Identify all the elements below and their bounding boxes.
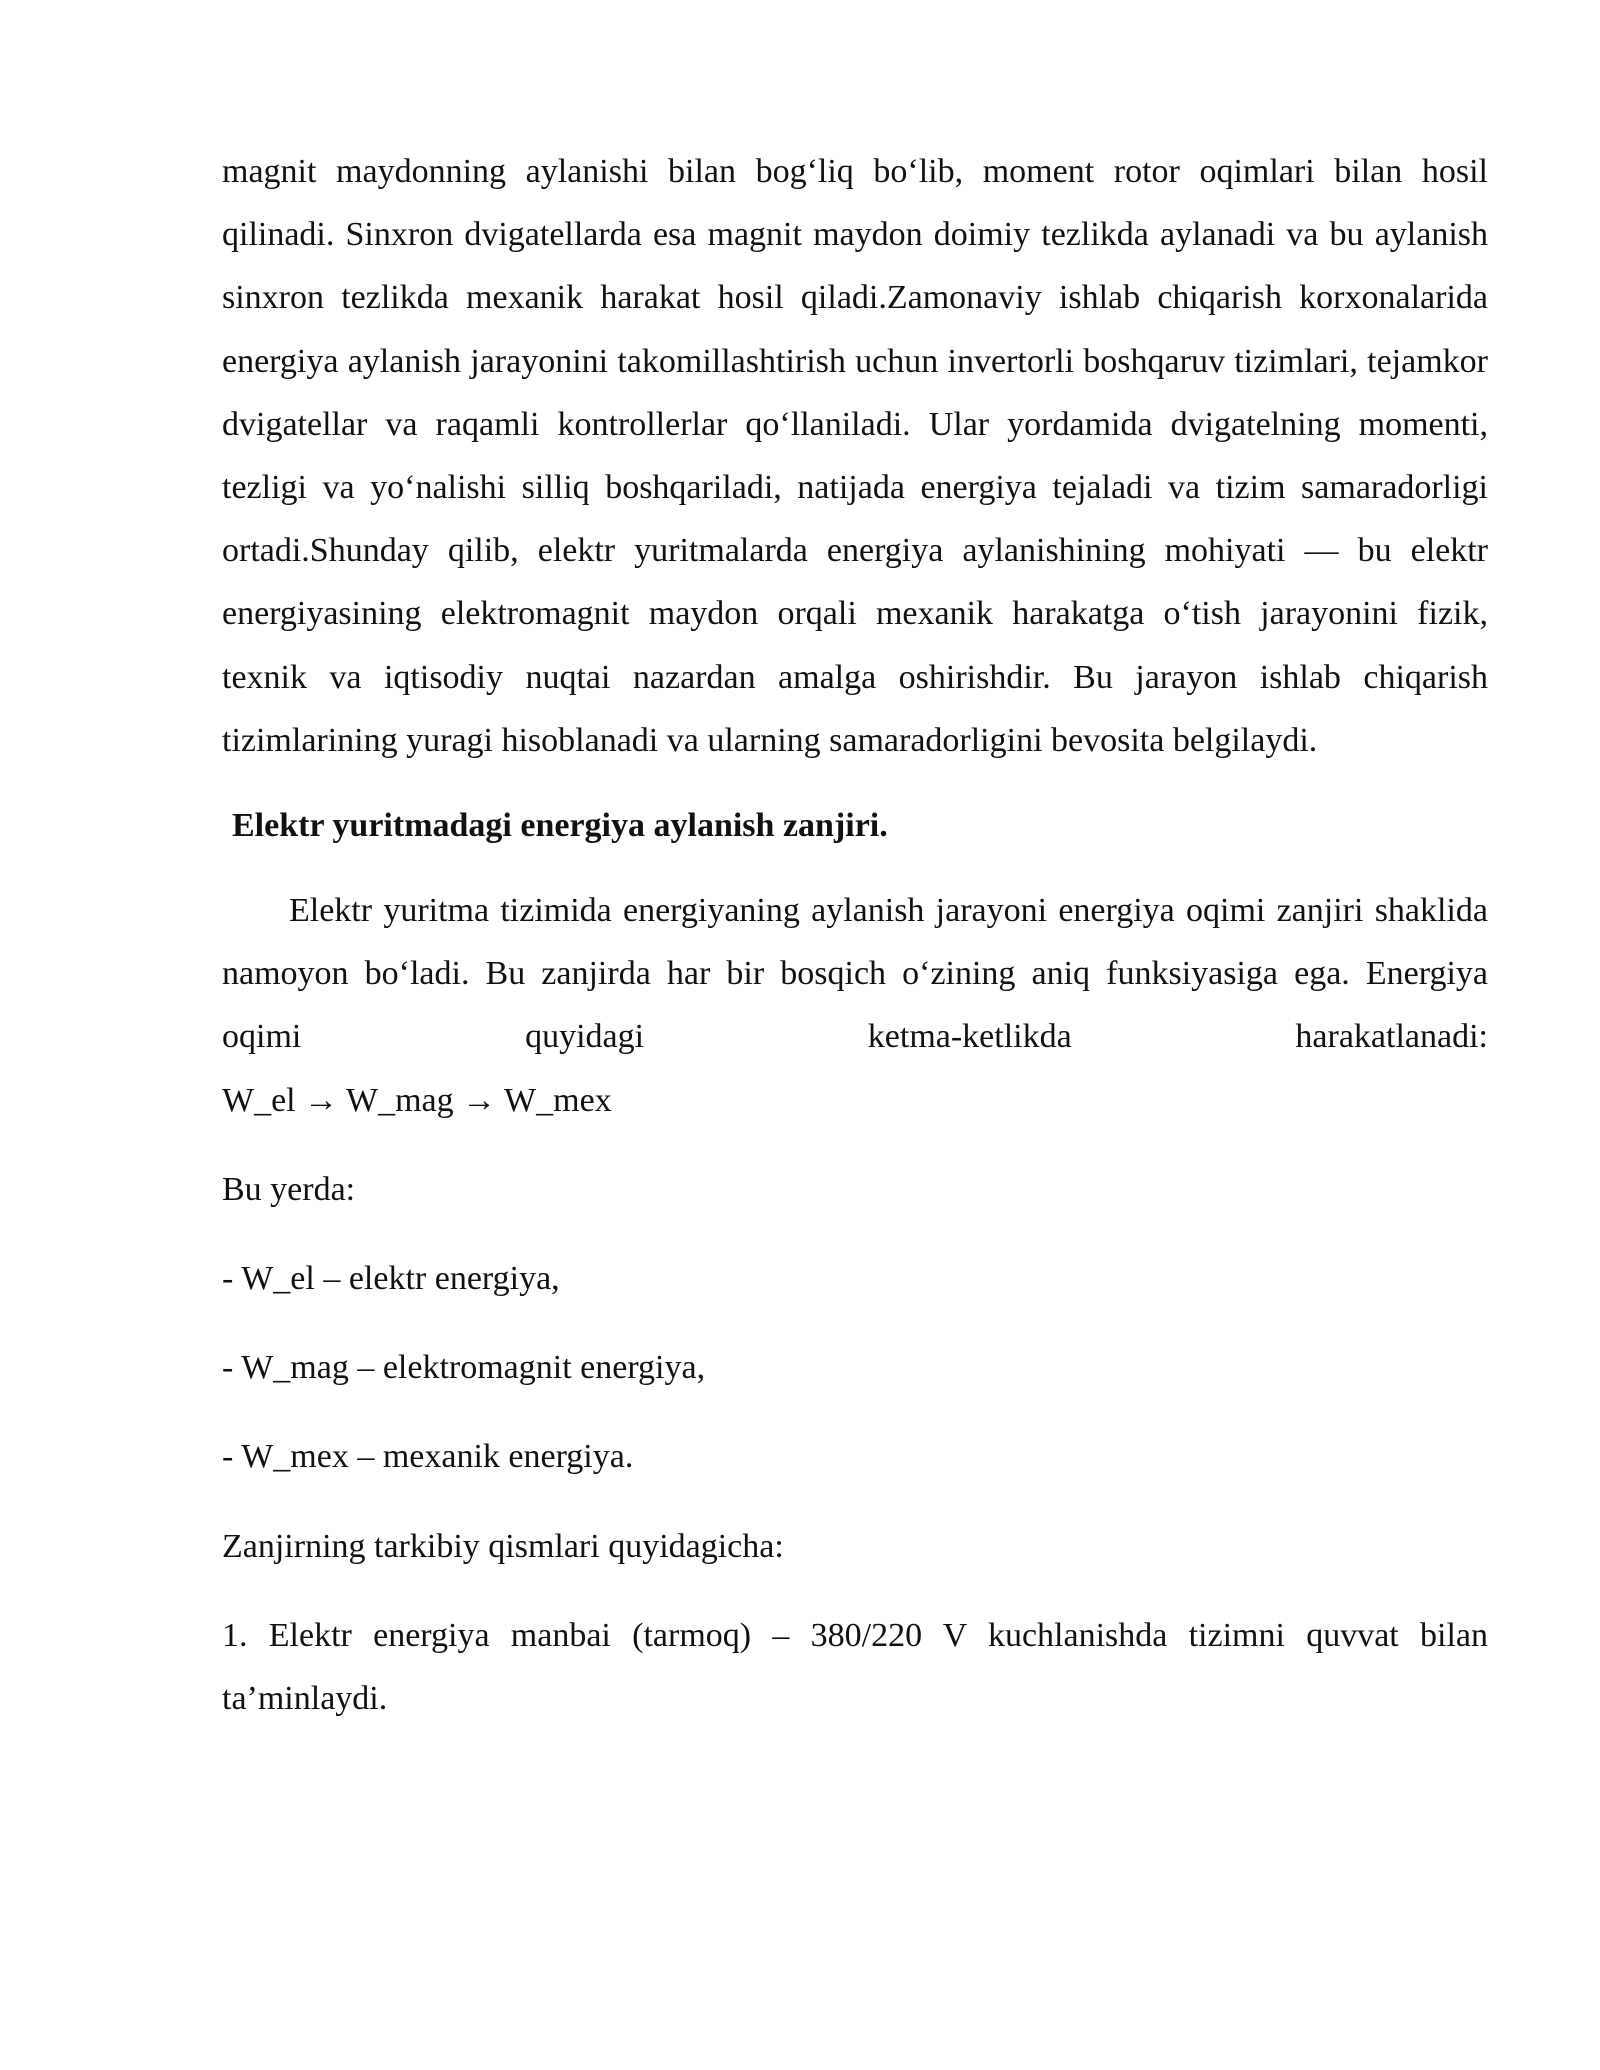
definition-item: - W_el – elektr energiya, (222, 1260, 560, 1298)
definitions-intro: Bu yerda: (222, 1170, 356, 1208)
body-paragraph-1: magnit maydonning aylanishi bilan bog‘liq bo‘lib, moment rotor oqimlari bilan hosil qilinadi. Sinxron dvigatellarda esa magnit maydon doimiy tezlikda aylanadi va bu aylanish sinxron tezlikda mexanik harakat hosil qiladi.Zamonaviy ishlab chiqarish korxonalarida energiya aylanish jarayonini takomillashtirish uchun invertorli boshqaruv tizimlari, tejamkor dvigatellar va raqamli kontrollerlar qo‘llaniladi. Ular yordamida dvigatelning momenti, tezligi va yo‘nalishi silliq boshqariladi, natijada energiya tejaladi va tizim samaradorligi ortadi.Shunday qilib, elektr yuritmalarda energiya aylanishining mohiyati — bu elektr energiyasining elektromagnit maydon orqali mexanik harakatga o‘tish jarayonini fizik, texnik va iqtisodiy nuqtai nazardan amalga oshirishdir. Bu jarayon ishlab chiqarish tizimlarining yuragi hisoblanadi va ularning samaradorligini bevosita belgilaydi. (222, 153, 1488, 759)
document-body (222, 140, 1488, 1730)
components-intro: Zanjirning tarkibiy qismlari quyidagicha: (222, 1527, 784, 1565)
component-item-1: 1. Elektr energiya manbai (tarmoq) – 380/220 V kuchlanishda tizimni quvvat bilan ta’minlaydi. (222, 1616, 1488, 1718)
definition-item: - W_mag – elektromagnit energiya, (222, 1349, 706, 1387)
energy-chain-formula: W_el → W_mag → W_mex (222, 1081, 612, 1119)
section-heading: Elektr yuritmadagi energiya aylanish zanjiri. (232, 807, 888, 845)
definition-item: - W_mex – mexanik energiya. (222, 1438, 634, 1476)
body-paragraph-2: Elektr yuritma tizimida energiyaning aylanish jarayoni energiya oqimi zanjiri shaklida namoyon bo‘ladi. Bu zanjirda har bir bosqich o‘zining aniq funksiyasiga ega. Energiya oqimi quyidagi ketma-ketlikda harakatlanadi: (222, 892, 1488, 1056)
